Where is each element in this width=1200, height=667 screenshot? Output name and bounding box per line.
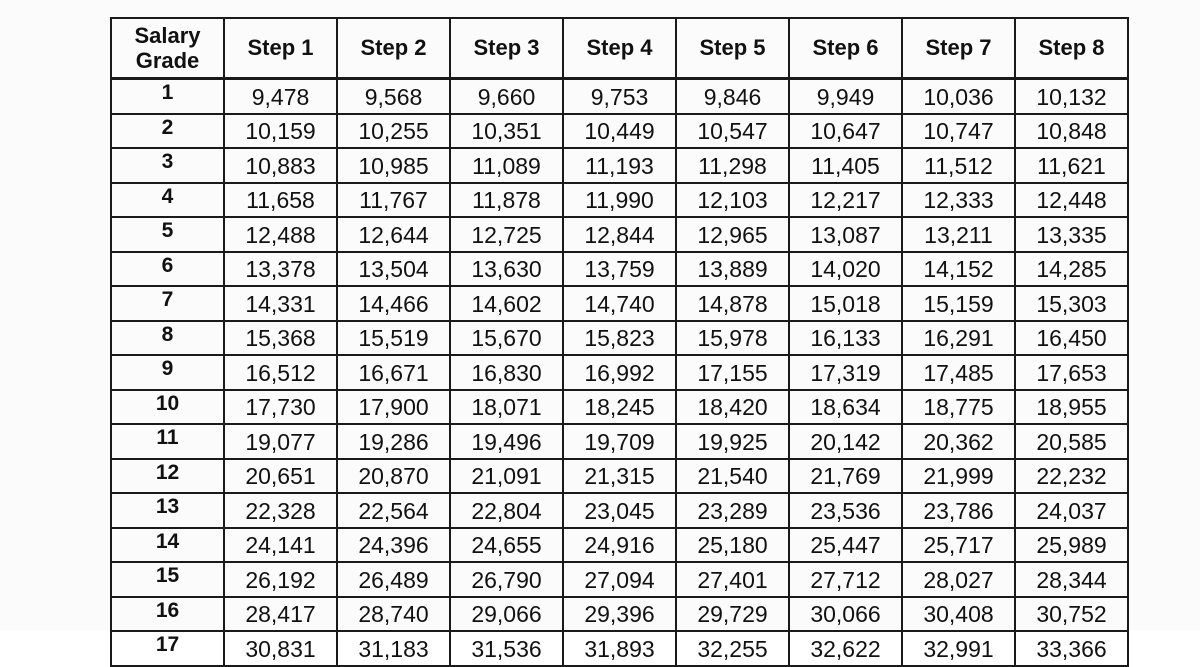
salary-amount-cell: 10,985 xyxy=(337,148,450,183)
salary-amount-cell: 15,159 xyxy=(902,286,1015,321)
salary-amount-cell: 16,671 xyxy=(337,355,450,390)
salary-amount-cell: 18,955 xyxy=(1015,390,1128,425)
salary-amount-cell: 16,992 xyxy=(563,355,676,390)
salary-amount-cell: 19,496 xyxy=(450,424,563,459)
salary-amount-cell: 10,159 xyxy=(224,114,337,149)
salary-grade-cell: 8 xyxy=(111,321,224,356)
salary-amount-cell: 17,653 xyxy=(1015,355,1128,390)
salary-amount-cell: 28,417 xyxy=(224,597,337,632)
salary-amount-cell: 22,804 xyxy=(450,493,563,528)
salary-amount-cell: 15,018 xyxy=(789,286,902,321)
salary-amount-cell: 10,747 xyxy=(902,114,1015,149)
salary-amount-cell: 14,152 xyxy=(902,252,1015,287)
salary-amount-cell: 25,180 xyxy=(676,528,789,563)
table-row xyxy=(111,79,1128,114)
salary-amount-cell: 28,740 xyxy=(337,597,450,632)
salary-amount-cell: 16,830 xyxy=(450,355,563,390)
salary-amount-cell: 18,245 xyxy=(563,390,676,425)
salary-amount-cell: 32,622 xyxy=(789,631,902,666)
salary-grade-header-line2: Grade xyxy=(135,48,200,73)
salary-grade-cell: 1 xyxy=(111,79,224,114)
salary-amount-cell: 15,368 xyxy=(224,321,337,356)
salary-grade-cell: 3 xyxy=(111,148,224,183)
table-row xyxy=(111,321,1128,356)
salary-amount-cell: 12,725 xyxy=(450,217,563,252)
salary-amount-cell: 19,077 xyxy=(224,424,337,459)
salary-amount-cell: 25,989 xyxy=(1015,528,1128,563)
salary-amount-cell: 11,298 xyxy=(676,148,789,183)
salary-amount-cell: 24,037 xyxy=(1015,493,1128,528)
salary-grade-cell: 17 xyxy=(111,631,224,666)
salary-amount-cell: 16,512 xyxy=(224,355,337,390)
salary-amount-cell: 18,420 xyxy=(676,390,789,425)
salary-amount-cell: 10,647 xyxy=(789,114,902,149)
salary-amount-cell: 30,408 xyxy=(902,597,1015,632)
table-row xyxy=(111,493,1128,528)
table-row xyxy=(111,217,1128,252)
salary-amount-cell: 24,396 xyxy=(337,528,450,563)
salary-amount-cell: 24,655 xyxy=(450,528,563,563)
salary-amount-cell: 15,519 xyxy=(337,321,450,356)
salary-amount-cell: 24,141 xyxy=(224,528,337,563)
salary-amount-cell: 10,547 xyxy=(676,114,789,149)
salary-amount-cell: 11,089 xyxy=(450,148,563,183)
salary-amount-cell: 27,401 xyxy=(676,562,789,597)
salary-amount-cell: 13,335 xyxy=(1015,217,1128,252)
salary-amount-cell: 33,366 xyxy=(1015,631,1128,666)
salary-amount-cell: 14,466 xyxy=(337,286,450,321)
step-header: Step 5 xyxy=(676,18,789,79)
salary-grade-cell: 5 xyxy=(111,217,224,252)
salary-amount-cell: 11,512 xyxy=(902,148,1015,183)
salary-table-body xyxy=(111,79,1128,666)
salary-amount-cell: 19,286 xyxy=(337,424,450,459)
salary-schedule-table xyxy=(110,17,1129,667)
table-row xyxy=(111,459,1128,494)
salary-grade-cell: 11 xyxy=(111,424,224,459)
table-row xyxy=(111,631,1128,666)
salary-amount-cell: 11,878 xyxy=(450,183,563,218)
salary-amount-cell: 11,658 xyxy=(224,183,337,218)
salary-amount-cell: 12,448 xyxy=(1015,183,1128,218)
salary-amount-cell: 29,729 xyxy=(676,597,789,632)
salary-amount-cell: 16,450 xyxy=(1015,321,1128,356)
salary-amount-cell: 12,844 xyxy=(563,217,676,252)
table-row xyxy=(111,562,1128,597)
salary-amount-cell: 30,066 xyxy=(789,597,902,632)
salary-amount-cell: 18,634 xyxy=(789,390,902,425)
salary-amount-cell: 12,644 xyxy=(337,217,450,252)
table-row xyxy=(111,286,1128,321)
salary-amount-cell: 21,769 xyxy=(789,459,902,494)
salary-amount-cell: 19,925 xyxy=(676,424,789,459)
salary-amount-cell: 24,916 xyxy=(563,528,676,563)
step-header: Step 3 xyxy=(450,18,563,79)
salary-amount-cell: 17,485 xyxy=(902,355,1015,390)
salary-amount-cell: 26,489 xyxy=(337,562,450,597)
salary-amount-cell: 22,564 xyxy=(337,493,450,528)
step-header: Step 7 xyxy=(902,18,1015,79)
salary-amount-cell: 23,045 xyxy=(563,493,676,528)
step-header: Step 6 xyxy=(789,18,902,79)
salary-amount-cell: 23,536 xyxy=(789,493,902,528)
salary-amount-cell: 29,396 xyxy=(563,597,676,632)
salary-amount-cell: 20,585 xyxy=(1015,424,1128,459)
salary-amount-cell: 13,889 xyxy=(676,252,789,287)
salary-amount-cell: 12,217 xyxy=(789,183,902,218)
salary-grade-header xyxy=(111,18,224,79)
salary-amount-cell: 30,831 xyxy=(224,631,337,666)
step-header: Step 1 xyxy=(224,18,337,79)
salary-amount-cell: 11,405 xyxy=(789,148,902,183)
table-header-row xyxy=(111,18,1128,79)
salary-amount-cell: 27,712 xyxy=(789,562,902,597)
salary-amount-cell: 10,351 xyxy=(450,114,563,149)
salary-amount-cell: 21,091 xyxy=(450,459,563,494)
salary-amount-cell: 25,717 xyxy=(902,528,1015,563)
salary-amount-cell: 12,103 xyxy=(676,183,789,218)
salary-amount-cell: 23,289 xyxy=(676,493,789,528)
salary-amount-cell: 28,027 xyxy=(902,562,1015,597)
salary-grade-cell: 9 xyxy=(111,355,224,390)
salary-amount-cell: 19,709 xyxy=(563,424,676,459)
salary-amount-cell: 16,133 xyxy=(789,321,902,356)
salary-amount-cell: 22,328 xyxy=(224,493,337,528)
salary-amount-cell: 9,846 xyxy=(676,79,789,114)
salary-amount-cell: 10,848 xyxy=(1015,114,1128,149)
salary-amount-cell: 28,344 xyxy=(1015,562,1128,597)
salary-amount-cell: 13,211 xyxy=(902,217,1015,252)
salary-grade-cell: 4 xyxy=(111,183,224,218)
salary-amount-cell: 17,155 xyxy=(676,355,789,390)
salary-amount-cell: 10,883 xyxy=(224,148,337,183)
salary-amount-cell: 18,071 xyxy=(450,390,563,425)
table-row xyxy=(111,183,1128,218)
salary-amount-cell: 26,790 xyxy=(450,562,563,597)
step-header: Step 4 xyxy=(563,18,676,79)
salary-amount-cell: 21,315 xyxy=(563,459,676,494)
salary-grade-cell: 6 xyxy=(111,252,224,287)
salary-amount-cell: 31,183 xyxy=(337,631,450,666)
salary-amount-cell: 13,378 xyxy=(224,252,337,287)
salary-grade-cell: 13 xyxy=(111,493,224,528)
salary-amount-cell: 32,255 xyxy=(676,631,789,666)
salary-amount-cell: 10,449 xyxy=(563,114,676,149)
salary-amount-cell: 14,878 xyxy=(676,286,789,321)
salary-grade-header-line1: Salary xyxy=(134,23,201,48)
salary-amount-cell: 14,285 xyxy=(1015,252,1128,287)
salary-amount-cell: 13,630 xyxy=(450,252,563,287)
salary-amount-cell: 16,291 xyxy=(902,321,1015,356)
table-row xyxy=(111,390,1128,425)
salary-amount-cell: 31,893 xyxy=(563,631,676,666)
salary-amount-cell: 20,870 xyxy=(337,459,450,494)
salary-amount-cell: 15,670 xyxy=(450,321,563,356)
salary-amount-cell: 13,759 xyxy=(563,252,676,287)
salary-grade-cell: 12 xyxy=(111,459,224,494)
salary-amount-cell: 21,999 xyxy=(902,459,1015,494)
table-row xyxy=(111,597,1128,632)
salary-amount-cell: 15,823 xyxy=(563,321,676,356)
salary-amount-cell: 22,232 xyxy=(1015,459,1128,494)
step-header: Step 8 xyxy=(1015,18,1128,79)
salary-amount-cell: 17,900 xyxy=(337,390,450,425)
table-row xyxy=(111,148,1128,183)
salary-amount-cell: 12,488 xyxy=(224,217,337,252)
salary-amount-cell: 15,978 xyxy=(676,321,789,356)
salary-amount-cell: 13,504 xyxy=(337,252,450,287)
salary-amount-cell: 17,319 xyxy=(789,355,902,390)
salary-amount-cell: 9,568 xyxy=(337,79,450,114)
salary-amount-cell: 14,740 xyxy=(563,286,676,321)
salary-amount-cell: 32,991 xyxy=(902,631,1015,666)
salary-amount-cell: 31,536 xyxy=(450,631,563,666)
step-header: Step 2 xyxy=(337,18,450,79)
salary-amount-cell: 14,331 xyxy=(224,286,337,321)
salary-amount-cell: 11,767 xyxy=(337,183,450,218)
salary-amount-cell: 12,965 xyxy=(676,217,789,252)
salary-amount-cell: 10,255 xyxy=(337,114,450,149)
salary-amount-cell: 11,621 xyxy=(1015,148,1128,183)
salary-amount-cell: 29,066 xyxy=(450,597,563,632)
salary-amount-cell: 10,036 xyxy=(902,79,1015,114)
salary-amount-cell: 26,192 xyxy=(224,562,337,597)
salary-amount-cell: 11,990 xyxy=(563,183,676,218)
salary-amount-cell: 9,949 xyxy=(789,79,902,114)
salary-amount-cell: 20,142 xyxy=(789,424,902,459)
salary-amount-cell: 17,730 xyxy=(224,390,337,425)
table-row xyxy=(111,528,1128,563)
salary-amount-cell: 9,478 xyxy=(224,79,337,114)
salary-amount-cell: 20,362 xyxy=(902,424,1015,459)
salary-amount-cell: 14,602 xyxy=(450,286,563,321)
salary-grade-cell: 7 xyxy=(111,286,224,321)
salary-amount-cell: 25,447 xyxy=(789,528,902,563)
salary-grade-cell: 2 xyxy=(111,114,224,149)
salary-grade-cell: 14 xyxy=(111,528,224,563)
table-row xyxy=(111,114,1128,149)
salary-grade-cell: 16 xyxy=(111,597,224,632)
table-row xyxy=(111,424,1128,459)
salary-grade-cell: 15 xyxy=(111,562,224,597)
salary-amount-cell: 15,303 xyxy=(1015,286,1128,321)
table-row xyxy=(111,252,1128,287)
salary-amount-cell: 21,540 xyxy=(676,459,789,494)
salary-amount-cell: 30,752 xyxy=(1015,597,1128,632)
table-row xyxy=(111,355,1128,390)
salary-grade-cell: 10 xyxy=(111,390,224,425)
salary-amount-cell: 12,333 xyxy=(902,183,1015,218)
salary-amount-cell: 18,775 xyxy=(902,390,1015,425)
salary-amount-cell: 13,087 xyxy=(789,217,902,252)
salary-amount-cell: 14,020 xyxy=(789,252,902,287)
salary-amount-cell: 9,753 xyxy=(563,79,676,114)
salary-amount-cell: 23,786 xyxy=(902,493,1015,528)
salary-amount-cell: 27,094 xyxy=(563,562,676,597)
salary-amount-cell: 20,651 xyxy=(224,459,337,494)
salary-amount-cell: 9,660 xyxy=(450,79,563,114)
salary-amount-cell: 11,193 xyxy=(563,148,676,183)
salary-amount-cell: 10,132 xyxy=(1015,79,1128,114)
